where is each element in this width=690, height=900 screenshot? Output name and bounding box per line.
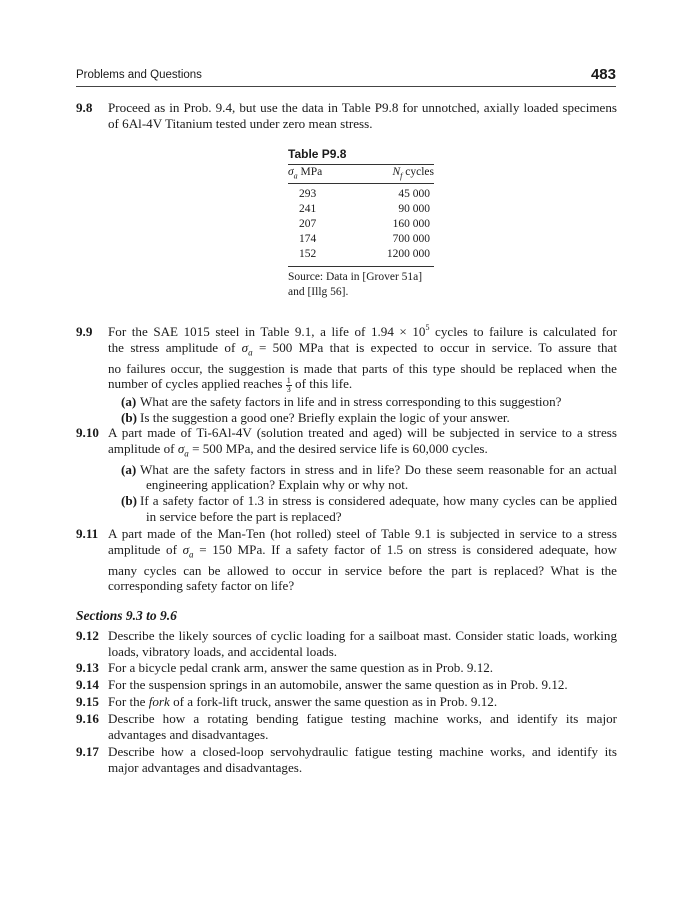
problem-text: A part made of Ti-6Al-4V (solution treated and aged) will be subjected in service to a stress bbox=[108, 425, 617, 440]
problem-number: 9.8 bbox=[76, 100, 93, 115]
subpart-a: (a) What are the safety factors in stress and in life? Do these seem reasonable for an actual engineering application? Explain why or why not. bbox=[121, 461, 617, 493]
problem-text: For the suspension springs in an automobile, answer the same question as in Prob. 9.12. bbox=[108, 677, 568, 692]
problem-number: 9.11 bbox=[76, 526, 99, 541]
problem-9-15 bbox=[76, 694, 617, 710]
problem-text: loads, vibratory loads, and accidental loads. bbox=[108, 643, 338, 659]
problem-text: major advantages and disadvantages. bbox=[108, 759, 303, 775]
table-header-row bbox=[288, 165, 434, 183]
table-cell: 160 000 bbox=[392, 218, 430, 230]
table-row bbox=[288, 217, 434, 232]
fraction-one-third: $\frac{1}{3}$ bbox=[286, 376, 291, 395]
problem-text: of 6Al-4V Titanium tested under zero mean stress. bbox=[108, 115, 373, 131]
problem-text: many cycles can be allowed to occur in service before the part is replaced? What is the bbox=[108, 562, 617, 578]
table-row bbox=[288, 187, 434, 202]
problem-number: 9.17 bbox=[76, 744, 99, 759]
table-cell: 174 bbox=[299, 233, 317, 245]
table-cell: 241 bbox=[299, 203, 317, 215]
problem-text: Describe how a closed-loop servohydraulic fatigue testing machine works, and identify its bbox=[108, 744, 617, 759]
problem-text: amplitude of $\sigma_a = 150$ MPa. If a safety factor of 1.5 on stress is considered adequate, how bbox=[108, 541, 617, 560]
column-header-cycles: $N_f$ cycles bbox=[392, 166, 434, 181]
problem-number: 9.9 bbox=[76, 324, 93, 339]
table-cell: 1200 000 bbox=[386, 248, 430, 260]
table-cell: 152 bbox=[299, 248, 317, 260]
column-header-stress: $\sigma_a$ MPa bbox=[288, 166, 323, 181]
table-row bbox=[288, 202, 434, 217]
problem-text: Describe how a rotating bending fatigue testing machine works, and identify its major bbox=[108, 711, 617, 726]
problem-9-11 bbox=[76, 526, 617, 594]
subpart-b: (b) Is the suggestion a good one? Briefly explain the logic of your answer. bbox=[121, 409, 510, 425]
table-bottom-rule bbox=[288, 266, 434, 267]
problem-9-12 bbox=[76, 628, 617, 659]
table-cell: 293 bbox=[299, 188, 317, 200]
problem-number: 9.15 bbox=[76, 694, 99, 709]
table-source: Source: Data in [Grover 51a] and [Illg 56]. bbox=[288, 271, 423, 298]
problem-text: corresponding safety factor on life? bbox=[108, 578, 295, 594]
problem-9-17 bbox=[76, 744, 617, 775]
page-header bbox=[76, 66, 616, 86]
table-title: Table P9.8 bbox=[288, 147, 347, 161]
problem-9-10 bbox=[76, 425, 617, 524]
problem-text: advantages and disadvantages. bbox=[108, 726, 269, 742]
problem-text: For the SAE 1015 steel in Table 9.1, a life of $1.94 \times 10^5$ cycles to failure is calculated for bbox=[108, 323, 617, 339]
subpart-b: (b) If a safety factor of 1.3 in stress is considered adequate, how many cycles can be applied in service before the part is replaced? bbox=[121, 492, 617, 524]
table-cell: 45 000 bbox=[398, 188, 430, 200]
problem-9-8 bbox=[76, 100, 617, 131]
problem-9-13 bbox=[76, 660, 617, 676]
page-number: 483 bbox=[590, 66, 616, 83]
table-cell: 700 000 bbox=[392, 233, 430, 245]
problem-text: amplitude of $\sigma_a = 500$ MPa, and the desired service life is 60,000 cycles. bbox=[108, 440, 488, 459]
table-row bbox=[288, 232, 434, 247]
table-cell: 207 bbox=[299, 218, 317, 230]
problem-text: the stress amplitude of $\sigma_a = 500$ MPa that is expected to occur in service. To assure that bbox=[108, 339, 617, 358]
problem-text: Proceed as in Prob. 9.4, but use the data in Table P9.8 for unnotched, axially loaded specimens bbox=[108, 100, 617, 115]
problem-9-14 bbox=[76, 677, 617, 693]
problem-text: number of cycles applied reaches $\frac{1}{3}$ of this life. bbox=[108, 376, 353, 395]
running-title: Problems and Questions bbox=[76, 69, 202, 81]
header-rule bbox=[76, 86, 616, 87]
table-row bbox=[288, 247, 434, 262]
problem-text: Describe the likely sources of cyclic loading for a sailboat mast. Consider static loads, working bbox=[108, 628, 617, 643]
problem-text: For the fork of a fork-lift truck, answer the same question as in Prob. 9.12. bbox=[108, 694, 498, 709]
section-heading: Sections 9.3 to 9.6 bbox=[76, 608, 177, 623]
problem-number: 9.10 bbox=[76, 425, 99, 440]
problem-9-9 bbox=[76, 324, 617, 426]
problem-9-16 bbox=[76, 711, 617, 742]
problem-number: 9.13 bbox=[76, 660, 99, 675]
subpart-a: (a) What are the safety factors in life and in stress corresponding to this suggestion? bbox=[121, 394, 562, 410]
problem-number: 9.12 bbox=[76, 628, 99, 643]
problem-text: A part made of the Man-Ten (hot rolled) steel of Table 9.1 is subjected in service to a stress bbox=[108, 526, 617, 541]
problem-text: no failures occur, the suggestion is made that parts of this type should be replaced when the bbox=[108, 360, 617, 376]
table-p9-8 bbox=[288, 147, 434, 300]
problem-number: 9.14 bbox=[76, 677, 99, 692]
problem-number: 9.16 bbox=[76, 711, 99, 726]
problem-text: For a bicycle pedal crank arm, answer the same question as in Prob. 9.12. bbox=[108, 660, 494, 675]
table-cell: 90 000 bbox=[398, 203, 430, 215]
